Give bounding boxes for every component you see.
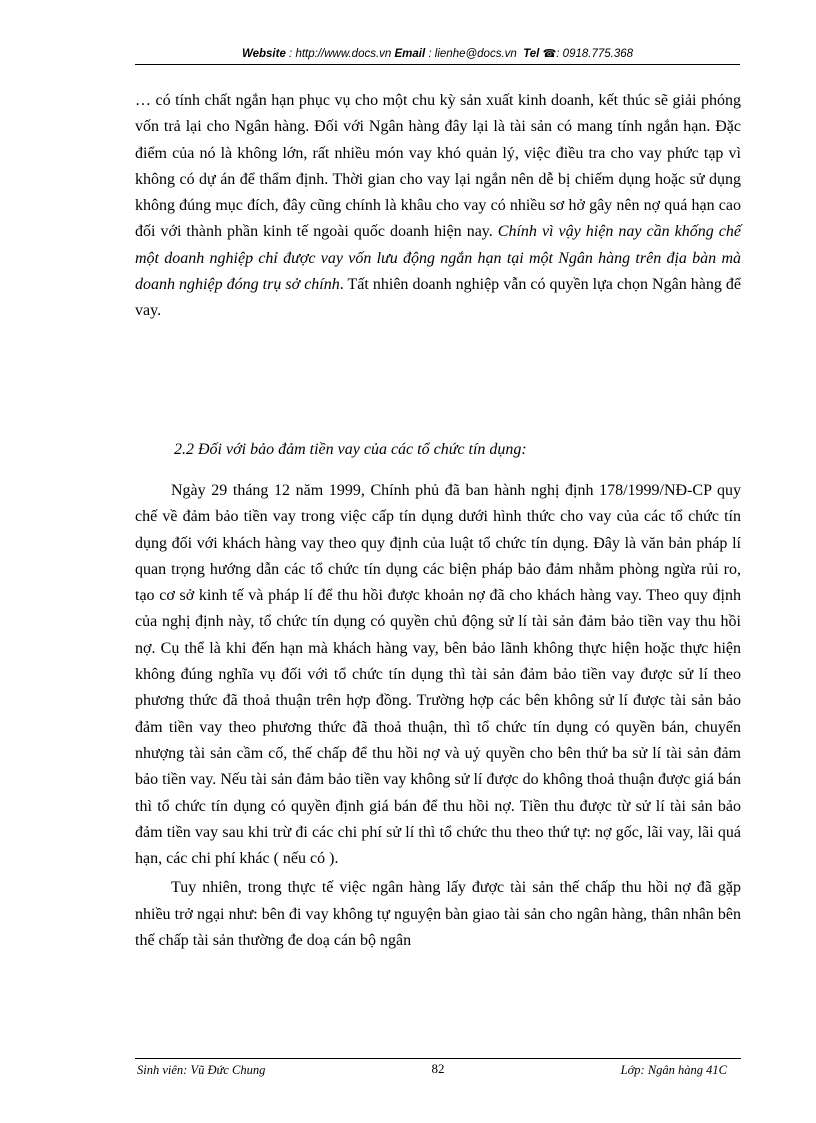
page-header: [135, 46, 740, 65]
website-label: Website: [241, 48, 286, 60]
tel-label: Tel: [523, 48, 540, 60]
section-heading: 2.2 Đối với bảo đảm tiền vay của các tổ chức tín dụng:: [174, 441, 527, 458]
phone-icon: ☎: [542, 48, 557, 60]
paragraph-1: [135, 88, 741, 325]
website-value: http://www.docs.vn: [295, 48, 392, 60]
page-body: [135, 88, 741, 325]
email-label: Email: [394, 48, 426, 60]
page-number: 82: [431, 1061, 445, 1076]
footer-student: Sinh viên: Vũ Đức Chung: [137, 1063, 266, 1077]
tel-value: : 0918.775.368: [556, 48, 634, 60]
paragraph-2: Ngày 29 tháng 12 năm 1999, Chính phủ đã ban hành nghị định 178/1999/NĐ-CP quy chế về đảm bảo tiền vay trong việc cấp tín dụng dưới hình thức cho vay của các tổ chức tín dụng đối với khách hàng vay theo quy định của luật tổ chức tín dụng. Đây là văn bản pháp lí quan trọng hướng dẫn các tổ chức tín dụng các biện pháp bảo đảm nhằm phòng ngừa rủi ro, tạo cơ sở kinh tế và pháp lí để thu hồi được khoản nợ đã cho khách hàng vay. Theo quy định của nghị định này, tổ chức tín dụng có quyền chủ động sử lí tài sản đảm bảo tiền vay thu hồi nợ. Cụ thể là khi đến hạn mà khách hàng vay, bên bảo lãnh không thực hiện hoặc thực hiện không đúng nghĩa vụ đối với tổ chức tín dụng thì tài sản đảm bảo tiền vay được sử lí theo phương thức đã thoả thuận trên hợp đồng. Trường hợp các bên không sử lí được tài sản bảo đảm tiền vay theo phương thức đã thoả thuận, thì tổ chức tín dụng có quyền bán, chuyển nhượng tài sản cầm cố, thế chấp để thu hồi nợ và uỷ quyền cho bên thứ ba sử lí tài sản đảm bảo tiền vay. Nếu tài sản đảm bảo tiền vay không sử lí được do không thoả thuận được giá bán thì tổ chức tín dụng có quyền định giá bán để thu hồi nợ. Tiền thu được từ sử lí tài sản bảo đảm tiền vay sau khi trừ đi các chi phí sử lí thì tổ chức thu theo thứ tự: nợ gốc, lãi vay, lãi quá hạn, các chi phí khác ( nếu có ).: [135, 482, 741, 868]
paragraph-1-end: . Tất nhiên doanh nghiệp vẫn có quyền lựa chọn Ngân hàng để vay.: [135, 276, 742, 320]
paragraph-1-italic: Chính vì vậy hiện nay cần khống chế một doanh nghiệp chỉ được vay vốn lưu động ngắn hạn tại một Ngân hàng trên địa bàn mà doanh nghiệp đóng trụ sở chính: [135, 223, 741, 294]
paragraph-3: Tuy nhiên, trong thực tế việc ngân hàng lấy được tài sản thế chấp thu hồi nợ đã gặp nhiều trở ngại như: bên đi vay không tự nguyện bàn giao tài sản cho ngân hàng, thân nhân bên thế chấp tài sản thường đe doạ cán bộ ngân: [135, 879, 741, 950]
website-separator: :: [285, 48, 296, 60]
section-body: [135, 478, 741, 954]
email-separator: :: [425, 48, 435, 60]
email-value: lienhe@docs.vn: [434, 48, 517, 60]
paragraph-1-text: … có tính chất ngắn hạn phục vụ cho một chu kỳ sản xuất kinh doanh, kết thúc sẽ giải phóng vốn trả lại cho Ngân hàng. Đối với Ngân hàng đây lại là tài sản có mang tính ngắn hạn. Đặc điểm của nó là không lớn, rất nhiều món vay khó quản lý, việc điều tra cho vay phức tạp vì không có dự án để thẩm định. Thời gian cho vay lại ngắn nên dễ bị chiếm dụng hoặc sử dụng không đúng mục đích, đây cũng chính là khâu cho vay có nhiều sơ hở gây nên nợ quá hạn cao đối với thành phần kinh tế ngoài quốc doanh hiện nay.: [135, 92, 741, 241]
page-footer: [135, 1058, 741, 1081]
footer-class: Lớp: Ngân hàng 41C: [620, 1063, 727, 1077]
